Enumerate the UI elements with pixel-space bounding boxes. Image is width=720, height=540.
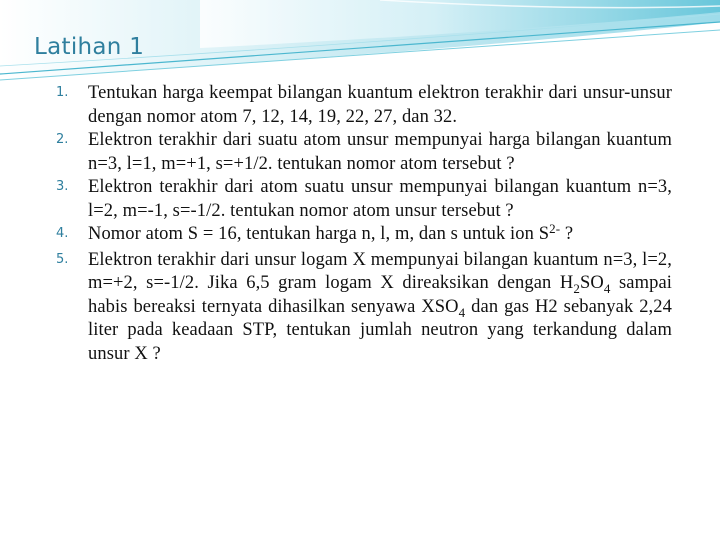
item-text-part: dan gas H2 sebanyak 2,24 liter pada keadaan STP, tentukan jumlah neutron yang terkandung dalam unsur X ? (88, 296, 672, 364)
item-text-part: Nomor atom S = 16, tentukan harga n, l, m, dan s untuk ion S (88, 224, 550, 244)
item-text-part: sampai habis bereaksi ternyata dihasilkan senyawa XSO (88, 273, 672, 317)
list-item (56, 82, 672, 129)
item-text-part: SO (579, 273, 604, 293)
item-number: 3. (56, 179, 69, 194)
list-item (56, 176, 672, 223)
item-number: 5. (56, 251, 69, 267)
item-text-part: Elektron terakhir dari unsur logam X mempunyai bilangan kuantum n=3, l=2, m=+2, s=-1/2. Jika 6,5 gram logam X direaksikan dengan H (88, 249, 672, 293)
item-text: Elektron terakhir dari suatu atom unsur mempunyai harga bilangan kuantum n=3, l=1, m=+1, s=+1/2. tentukan nomor atom tersebut ? (88, 130, 672, 174)
ion-charge-superscript: 2- (549, 221, 561, 236)
item-text: Tentukan harga keempat bilangan kuantum elektron terakhir dari unsur-unsur dengan nomor atom 7, 12, 14, 19, 22, 27, dan 32. (88, 83, 672, 127)
list-item (56, 129, 672, 176)
subscript: 4 (603, 281, 611, 296)
slide-title: Latihan 1 (34, 34, 145, 60)
item-number: 2. (56, 132, 69, 147)
item-number: 4. (56, 226, 69, 241)
question-list (56, 82, 672, 366)
item-number: 1. (56, 85, 69, 100)
list-item (56, 249, 672, 367)
item-text: Elektron terakhir dari atom suatu unsur mempunyai bilangan kuantum n=3, l=2, m=-1, s=-1/2. tentukan nomor atom unsur tersebut ? (88, 177, 672, 221)
subscript: 2 (573, 281, 580, 296)
item-text (88, 223, 672, 247)
list-item (56, 223, 672, 247)
item-text (88, 249, 672, 367)
subscript: 4 (458, 304, 466, 320)
item-text-part: ? (560, 224, 574, 244)
